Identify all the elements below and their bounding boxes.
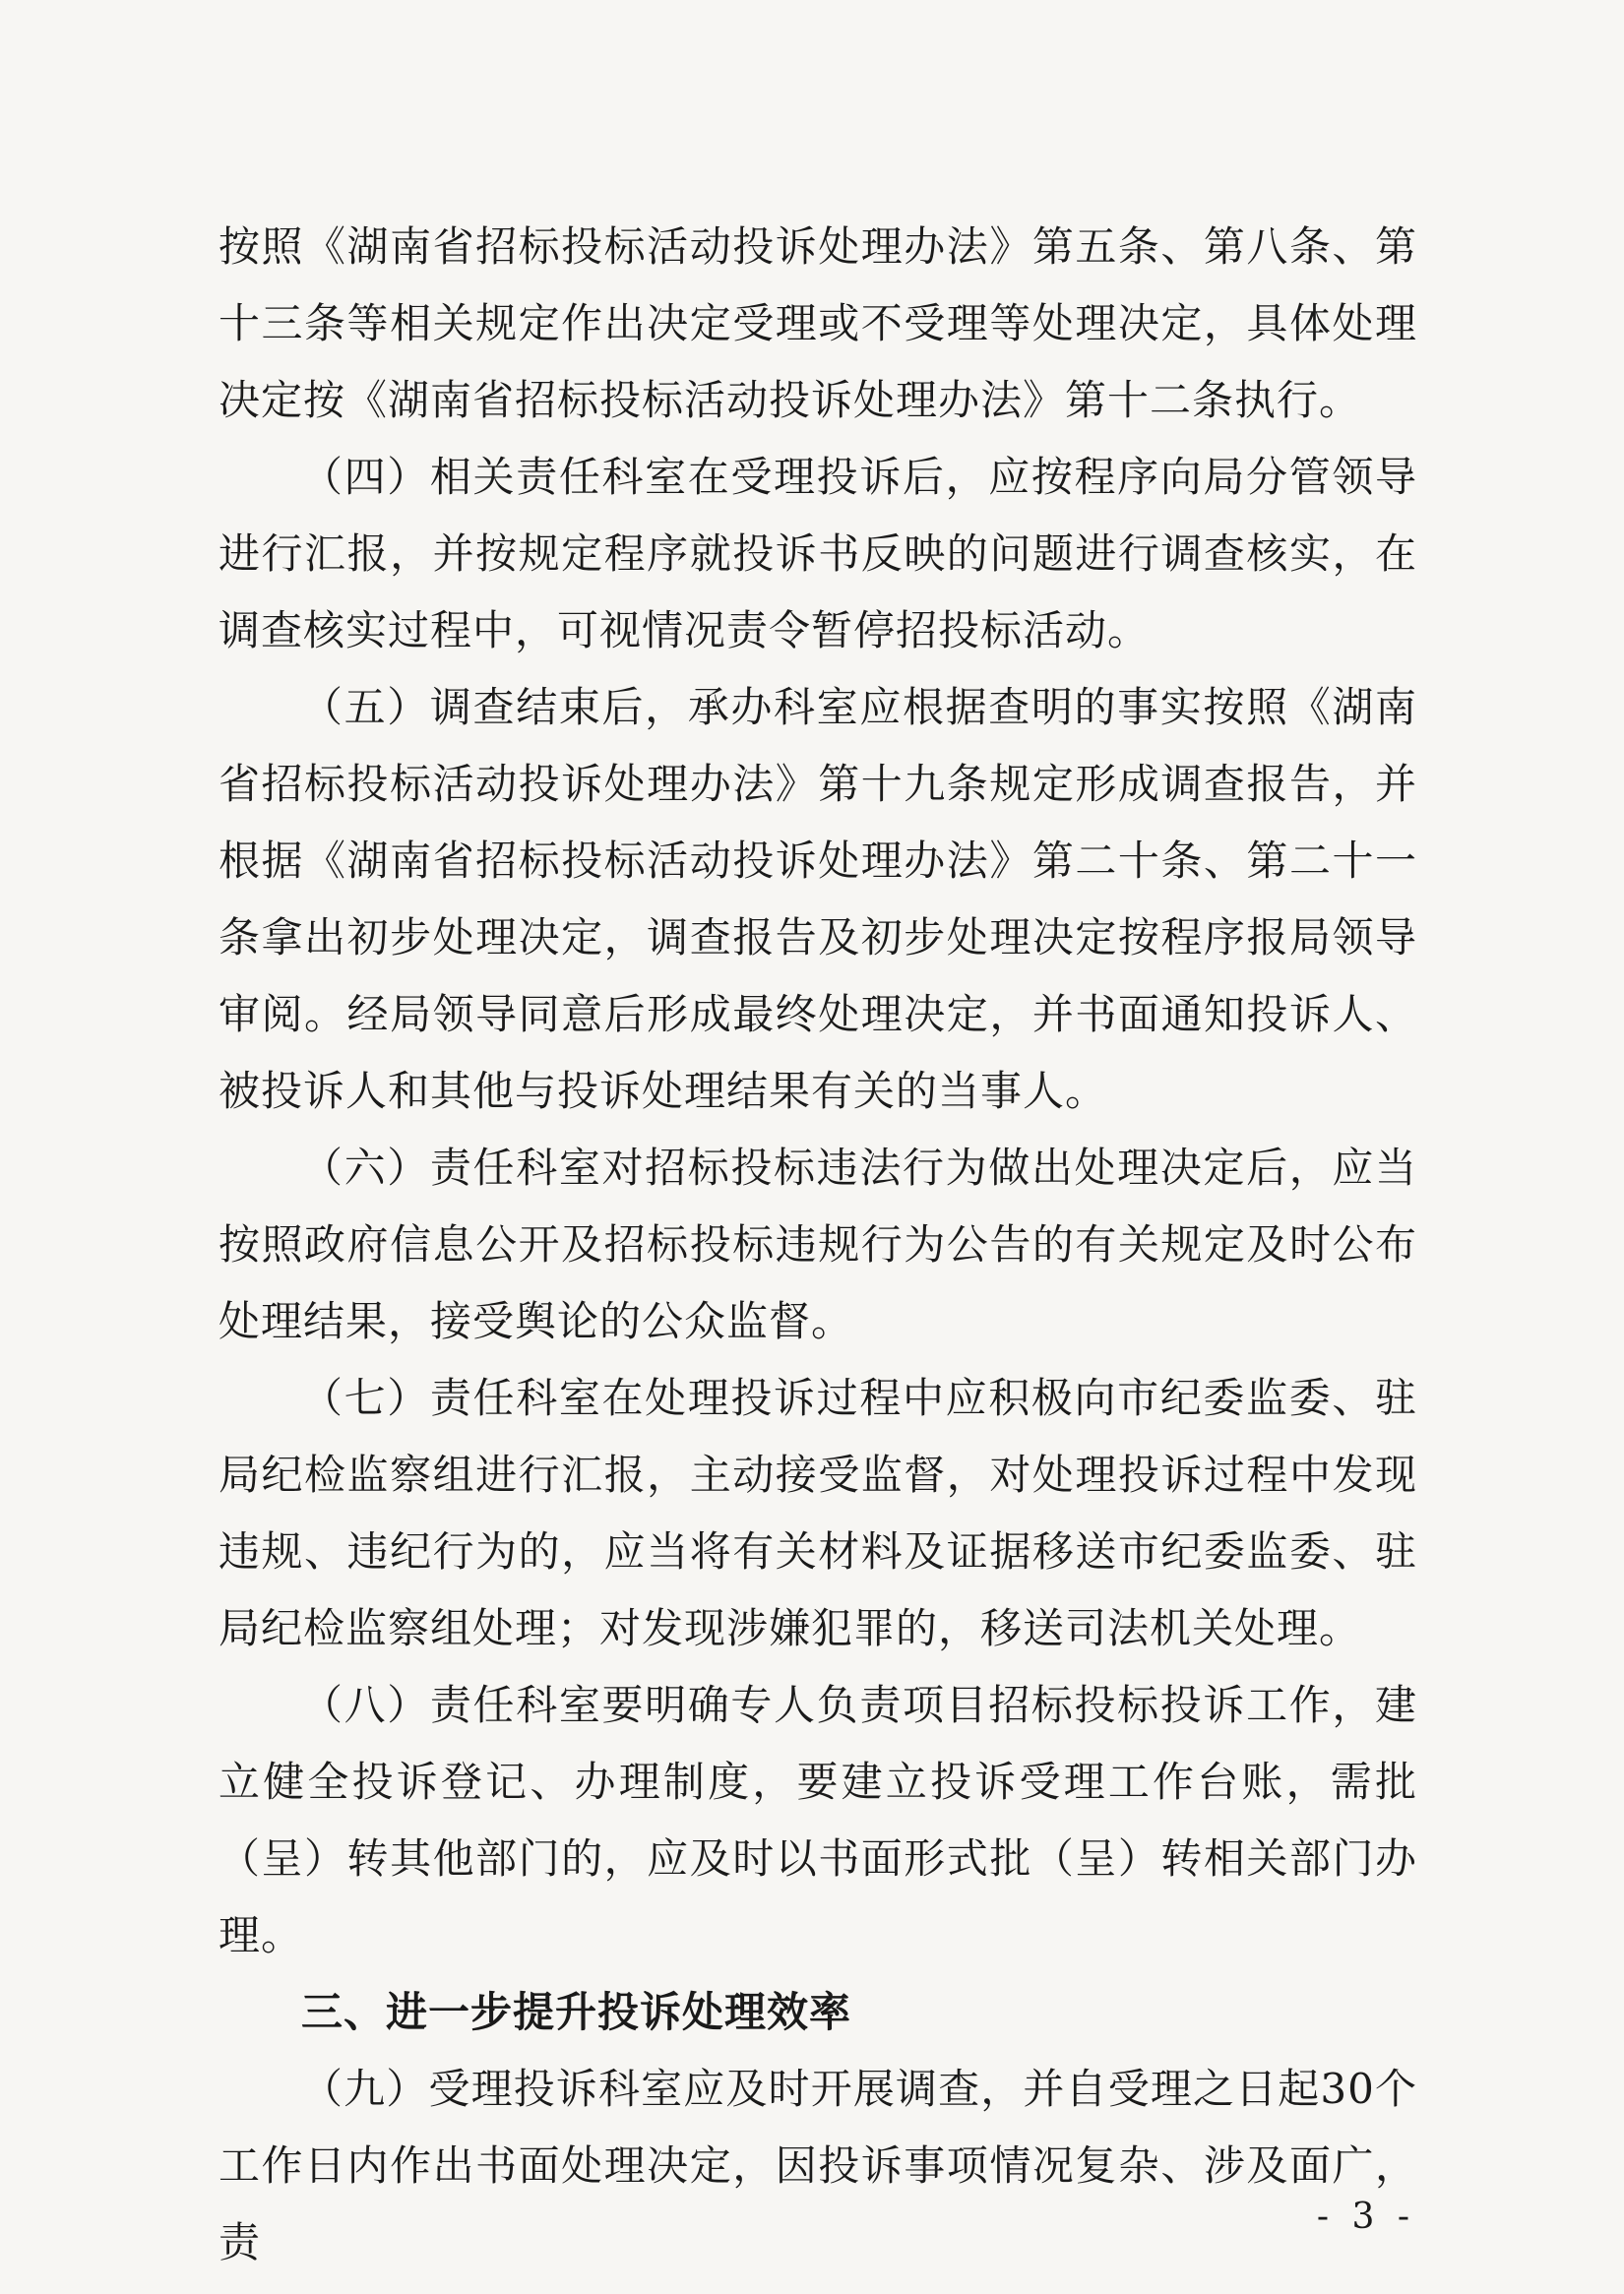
section-heading-3: 三、进一步提升投诉处理效率 <box>301 1988 852 2036</box>
paragraph-8: （八）责任科室要明确专人负责项目招标投标投诉工作，建立健全投诉登记、办理制度，要建立投诉受理工作台账，需批（呈）转其他部门的，应及时以书面形式批（呈）转相关部门办理。 <box>219 1681 1417 1959</box>
body-text <box>219 209 1417 2281</box>
paragraph-9: （九）受理投诉科室应及时开展调查，并自受理之日起30个工作日内作出书面处理决定，因投诉事项情况复杂、涉及面广，责 <box>219 2065 1417 2266</box>
page-number: - 3 - <box>1316 2197 1415 2237</box>
paragraph-4: （四）相关责任科室在受理投诉后，应按程序向局分管领导进行汇报，并按规定程序就投诉书反映的问题进行调查核实，在调查核实过程中，可视情况责令暂停招投标活动。 <box>219 453 1417 654</box>
paragraph-6: （六）责任科室对招标投标违法行为做出处理决定后，应当按照政府信息公开及招标投标违规行为公告的有关规定及时公布处理结果，接受舆论的公众监督。 <box>219 1144 1417 1345</box>
paragraph-5: （五）调查结束后，承办科室应根据查明的事实按照《湖南省招标投标活动投诉处理办法》第十九条规定形成调查报告，并根据《湖南省招标投标活动投诉处理办法》第二十条、第二十一条拿出初步处理决定，调查报告及初步处理决定按程序报局领导审阅。经局领导同意后形成最终处理决定，并书面通知投诉人、被投诉人和其他与投诉处理结果有关的当事人。 <box>219 683 1417 1115</box>
paragraph-continued: 按照《湖南省招标投标活动投诉处理办法》第五条、第八条、第十三条等相关规定作出决定受理或不受理等处理决定，具体处理决定按《湖南省招标投标活动投诉处理办法》第十二条执行。 <box>219 222 1417 424</box>
paragraph-7: （七）责任科室在处理投诉过程中应积极向市纪委监委、驻局纪检监察组进行汇报，主动接受监督，对处理投诉过程中发现违规、违纪行为的，应当将有关材料及证据移送市纪委监委、驻局纪检监察组处理；对发现涉嫌犯罪的，移送司法机关处理。 <box>219 1374 1417 1652</box>
